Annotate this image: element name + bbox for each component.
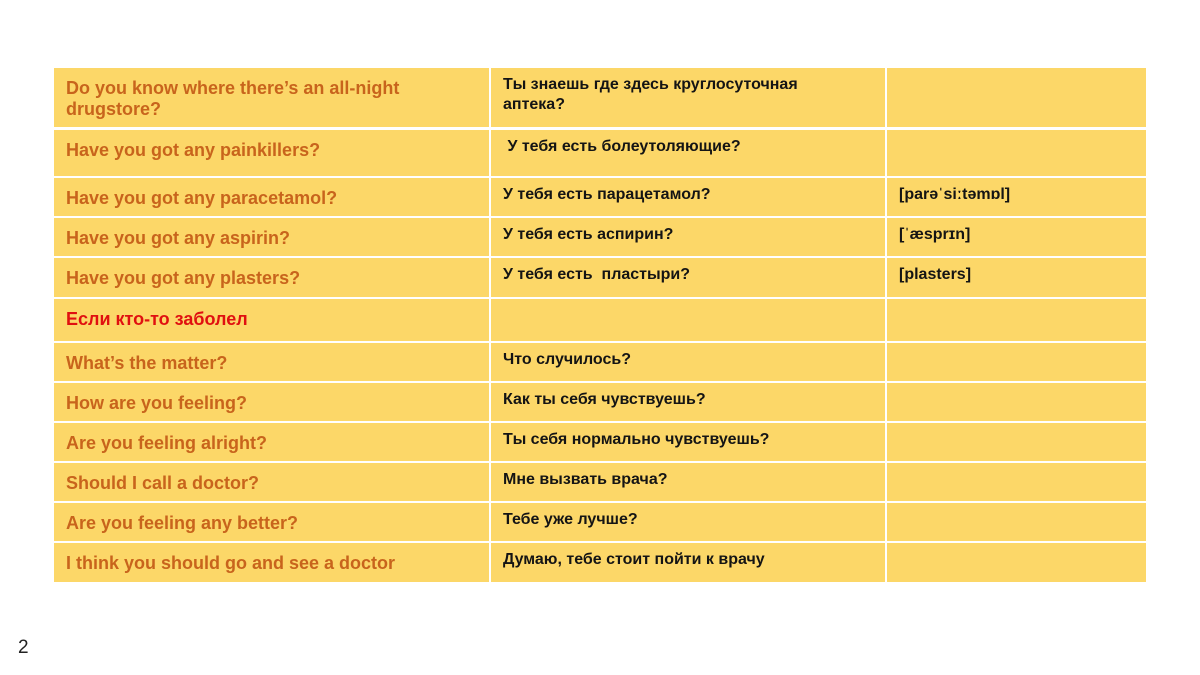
- russian-cell: [490, 542, 886, 582]
- russian-cell: [490, 382, 886, 422]
- russian-cell: [490, 342, 886, 382]
- english-cell: [54, 342, 490, 382]
- english-cell: [54, 462, 490, 502]
- transcription-cell: [886, 542, 1146, 582]
- russian-cell: [490, 217, 886, 257]
- table-row: [54, 128, 1146, 177]
- english-cell: [54, 68, 490, 128]
- english-phrase: Do you know where there’s an all-night drugstore?: [66, 78, 400, 119]
- transcription-cell: [886, 177, 1146, 217]
- transcription-cell: [886, 502, 1146, 542]
- russian-translation: Ты себя нормально чувствуешь?: [503, 431, 770, 448]
- transcription: [887, 343, 1146, 350]
- russian-cell: [490, 257, 886, 298]
- table-row: [54, 342, 1146, 382]
- transcription: [887, 423, 1146, 430]
- transcription-cell: [886, 217, 1146, 257]
- english-cell: [54, 422, 490, 462]
- russian-cell: [490, 177, 886, 217]
- english-phrase: Have you got any plasters?: [66, 268, 301, 288]
- transcription: [887, 503, 1146, 510]
- english-phrase: Are you feeling alright?: [66, 433, 268, 453]
- english-cell: [54, 128, 490, 177]
- russian-cell: [490, 422, 886, 462]
- english-phrase: Should I call a doctor?: [66, 473, 260, 493]
- russian-translation: У тебя есть парацетамол?: [503, 186, 711, 203]
- english-phrase: Have you got any paracetamol?: [66, 188, 338, 208]
- section-heading: Если кто-то заболел: [66, 309, 248, 329]
- english-cell: [54, 382, 490, 422]
- russian-translation: У тебя есть пластыри?: [503, 266, 691, 283]
- table-row: [54, 422, 1146, 462]
- russian-translation: Ты знаешь где здесь круглосуточная аптека?: [503, 76, 798, 113]
- table-row: [54, 502, 1146, 542]
- transcription: [887, 463, 1146, 470]
- table-row: [54, 257, 1146, 298]
- russian-cell: [490, 502, 886, 542]
- transcription-cell: [886, 68, 1146, 128]
- phrase-table: [54, 68, 1146, 582]
- russian-translation: Как ты себя чувствуешь?: [503, 391, 706, 408]
- english-phrase: Are you feeling any better?: [66, 513, 299, 533]
- transcription: [887, 543, 1146, 550]
- english-cell: [54, 298, 490, 342]
- russian-cell: [490, 128, 886, 177]
- table-row: [54, 298, 1146, 342]
- transcription-cell: [886, 257, 1146, 298]
- english-phrase: I think you should go and see a doctor: [66, 553, 396, 573]
- transcription: [plasters]: [899, 266, 972, 283]
- transcription-cell: [886, 422, 1146, 462]
- table-row: [54, 217, 1146, 257]
- russian-translation: Думаю, тебе стоит пойти к врачу: [503, 551, 765, 568]
- transcription: [887, 68, 1146, 75]
- table-row: [54, 462, 1146, 502]
- russian-translation: Тебе уже лучше?: [503, 511, 638, 528]
- table-row: [54, 382, 1146, 422]
- transcription: [parəˈsiːtəmɒl]: [899, 186, 1011, 203]
- english-cell: [54, 217, 490, 257]
- russian-translation: [491, 299, 885, 306]
- transcription-cell: [886, 462, 1146, 502]
- russian-translation: Мне вызвать врача?: [503, 471, 668, 488]
- english-cell: [54, 502, 490, 542]
- english-phrase: How are you feeling?: [66, 393, 248, 413]
- table-row: [54, 68, 1146, 128]
- transcription: [887, 383, 1146, 390]
- russian-cell: [490, 68, 886, 128]
- transcription-cell: [886, 382, 1146, 422]
- transcription: [887, 299, 1146, 306]
- transcription: [887, 130, 1146, 137]
- russian-cell: [490, 298, 886, 342]
- english-cell: [54, 542, 490, 582]
- english-phrase: Have you got any painkillers?: [66, 139, 321, 160]
- english-cell: [54, 257, 490, 298]
- english-cell: [54, 177, 490, 217]
- table-row: [54, 177, 1146, 217]
- transcription: [ˈæsprɪn]: [899, 226, 971, 243]
- russian-cell: [490, 462, 886, 502]
- page-number: 2: [18, 637, 29, 658]
- transcription-cell: [886, 128, 1146, 177]
- transcription-cell: [886, 342, 1146, 382]
- russian-translation: Что случилось?: [503, 351, 631, 368]
- english-phrase: What’s the matter?: [66, 353, 228, 373]
- table-row: [54, 542, 1146, 582]
- russian-translation: У тебя есть болеутоляющие?: [503, 137, 741, 155]
- transcription-cell: [886, 298, 1146, 342]
- russian-translation: У тебя есть аспирин?: [503, 226, 674, 243]
- english-phrase: Have you got any aspirin?: [66, 228, 291, 248]
